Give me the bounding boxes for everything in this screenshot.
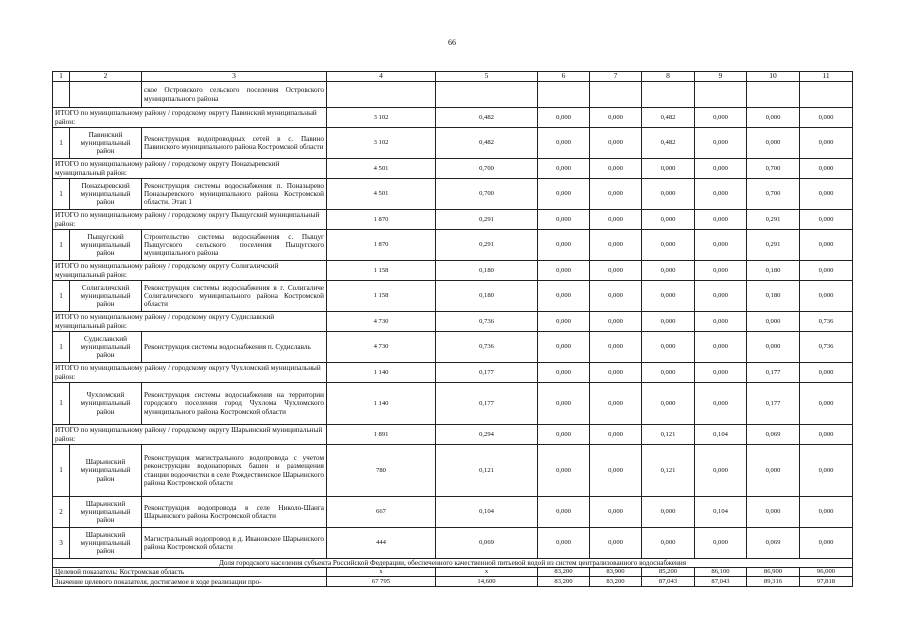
- value-cell: 0,291: [747, 210, 800, 230]
- value-cell: 0,000: [590, 281, 642, 312]
- value-cell: 0,000: [590, 128, 642, 159]
- value-cell: 87,043: [642, 577, 695, 587]
- project-cell: Строительство системы водоснабжения с. Пыщуг Пыщугского сельского поселения Пыщугского муниципального района: [142, 230, 327, 261]
- value-cell: 0,736: [436, 332, 538, 363]
- data-table: [52, 71, 853, 587]
- value-cell: 0,000: [538, 528, 590, 559]
- value-cell: 0,482: [436, 108, 538, 128]
- value-cell: 0,000: [642, 230, 695, 261]
- value-cell: 0,736: [436, 312, 538, 332]
- value-cell: 87,043: [695, 577, 747, 587]
- table-body: [53, 82, 853, 587]
- column-header: 1: [53, 72, 70, 82]
- value-cell: 0,180: [436, 281, 538, 312]
- value-cell: 1 158: [327, 281, 436, 312]
- value-cell: 444: [327, 528, 436, 559]
- value-cell: 1 870: [327, 210, 436, 230]
- district-cell: Шарьинский муниципальный район: [70, 445, 142, 497]
- value-cell: 0,000: [695, 108, 747, 128]
- table-row: [53, 128, 853, 159]
- value-cell: 0,000: [538, 312, 590, 332]
- value-cell: [327, 82, 436, 108]
- value-cell: 0,000: [695, 363, 747, 383]
- value-cell: 0,000: [695, 445, 747, 497]
- value-cell: 4 730: [327, 312, 436, 332]
- row-number: 1: [53, 445, 70, 497]
- total-label: ИТОГО по муниципальному району / городскому округу Шарьинский муниципальный район:: [53, 425, 327, 445]
- value-cell: 0,291: [436, 210, 538, 230]
- value-cell: 0,121: [642, 425, 695, 445]
- value-cell: 0,291: [436, 230, 538, 261]
- value-cell: 0,000: [747, 445, 800, 497]
- table-row: [53, 210, 853, 230]
- value-cell: 0,000: [695, 128, 747, 159]
- value-cell: 0,000: [538, 425, 590, 445]
- table-row: [53, 568, 853, 577]
- value-cell: 0,000: [642, 332, 695, 363]
- value-cell: 0,000: [642, 281, 695, 312]
- table-row: [53, 425, 853, 445]
- table-row: [53, 230, 853, 261]
- value-cell: 780: [327, 445, 436, 497]
- header-row: [53, 72, 853, 82]
- value-cell: 85,200: [642, 568, 695, 577]
- value-cell: 14,600: [436, 577, 538, 587]
- row-number: 1: [53, 128, 70, 159]
- table-row: [53, 363, 853, 383]
- value-cell: 0,000: [800, 230, 853, 261]
- value-cell: 0,180: [436, 261, 538, 281]
- row-number: 1: [53, 332, 70, 363]
- value-cell: 0,000: [538, 445, 590, 497]
- project-cell: Реконструкция системы водоснабжения в г. Солигаличе Солигаличского муниципального района Костромской области: [142, 281, 327, 312]
- value-cell: 0,000: [642, 261, 695, 281]
- column-header: 4: [327, 72, 436, 82]
- district-cell: Пыщугский муниципальный район: [70, 230, 142, 261]
- table-row: [53, 312, 853, 332]
- value-cell: 86,100: [695, 568, 747, 577]
- column-header: 5: [436, 72, 538, 82]
- table-row: [53, 82, 853, 108]
- row-number: 1: [53, 179, 70, 210]
- value-cell: 0,000: [590, 363, 642, 383]
- value-cell: 0,000: [695, 312, 747, 332]
- value-cell: [642, 82, 695, 108]
- column-header: 2: [70, 72, 142, 82]
- value-cell: 0,000: [642, 363, 695, 383]
- district-cell: Чухломский муниципальный район: [70, 383, 142, 425]
- value-cell: 0,700: [747, 159, 800, 179]
- total-label: ИТОГО по муниципальному району / городскому округу Павинский муниципальный район:: [53, 108, 327, 128]
- value-cell: 0,177: [747, 383, 800, 425]
- row-number: 2: [53, 497, 70, 528]
- project-cell: Реконструкция системы водоснабжения п. Судиславль: [142, 332, 327, 363]
- value-cell: 0,000: [800, 445, 853, 497]
- value-cell: 1 140: [327, 363, 436, 383]
- column-header: 6: [538, 72, 590, 82]
- value-cell: 86,900: [747, 568, 800, 577]
- value-cell: 0,000: [695, 179, 747, 210]
- value-cell: 0,000: [800, 497, 853, 528]
- page-number: 66: [448, 38, 456, 47]
- value-cell: 0,000: [590, 230, 642, 261]
- value-cell: 0,000: [642, 497, 695, 528]
- value-cell: 1 891: [327, 425, 436, 445]
- value-cell: 0,177: [747, 363, 800, 383]
- value-cell: 0,177: [436, 363, 538, 383]
- total-label: Значение целевого показателя, достигаемое в ходе реализации про-: [53, 577, 327, 587]
- district-cell: Солигаличский муниципальный район: [70, 281, 142, 312]
- value-cell: 96,000: [800, 568, 853, 577]
- value-cell: 0,700: [747, 179, 800, 210]
- value-cell: 0,000: [538, 159, 590, 179]
- value-cell: x: [436, 568, 538, 577]
- table-row: [53, 332, 853, 363]
- district-cell: Павинский муниципальный район: [70, 128, 142, 159]
- column-header: 11: [800, 72, 853, 82]
- value-cell: 0,104: [695, 497, 747, 528]
- value-cell: 0,294: [436, 425, 538, 445]
- table-row: [53, 383, 853, 425]
- value-cell: 0,291: [747, 230, 800, 261]
- value-cell: 0,000: [590, 312, 642, 332]
- value-cell: 0,000: [800, 363, 853, 383]
- value-cell: 1 158: [327, 261, 436, 281]
- value-cell: 0,177: [436, 383, 538, 425]
- value-cell: 0,000: [747, 128, 800, 159]
- value-cell: 0,000: [590, 210, 642, 230]
- table-row: [53, 261, 853, 281]
- value-cell: 83,200: [538, 577, 590, 587]
- table-row: [53, 577, 853, 587]
- total-label: ИТОГО по муниципальному району / городскому округу Чухломский муниципальный район:: [53, 363, 327, 383]
- value-cell: 0,000: [538, 179, 590, 210]
- value-cell: 0,000: [695, 281, 747, 312]
- value-cell: 0,700: [436, 159, 538, 179]
- value-cell: 0,000: [695, 528, 747, 559]
- value-cell: 0,000: [695, 383, 747, 425]
- value-cell: 0,000: [800, 108, 853, 128]
- value-cell: 0,121: [436, 445, 538, 497]
- row-number: 1: [53, 383, 70, 425]
- value-cell: 0,000: [590, 425, 642, 445]
- district-cell: Шарьинский муниципальный район: [70, 528, 142, 559]
- table-row: [53, 445, 853, 497]
- value-cell: 0,000: [538, 363, 590, 383]
- row-number: 1: [53, 281, 70, 312]
- value-cell: [800, 82, 853, 108]
- project-cell: Магистральный водопровод в д. Ивановское Шарьинского района Костромской области: [142, 528, 327, 559]
- value-cell: 0,000: [800, 210, 853, 230]
- value-cell: 0,104: [695, 425, 747, 445]
- value-cell: 0,000: [747, 497, 800, 528]
- value-cell: 0,000: [538, 281, 590, 312]
- value-cell: 0,000: [800, 128, 853, 159]
- column-header: 10: [747, 72, 800, 82]
- value-cell: 0,000: [590, 528, 642, 559]
- total-label: Целевой показатель: Костромская область: [53, 568, 327, 577]
- project-cell: Реконструкция магистрального водопровода с учетом реконструкции водонапорных башен и размещения станции водоочистки в селе Рождественское Шарьинского района Костромской области: [142, 445, 327, 497]
- value-cell: 0,000: [538, 383, 590, 425]
- value-cell: 0,000: [642, 179, 695, 210]
- value-cell: 0,000: [800, 383, 853, 425]
- value-cell: 0,000: [800, 261, 853, 281]
- table-row: [53, 559, 853, 568]
- table-row: [53, 179, 853, 210]
- value-cell: 0,000: [695, 159, 747, 179]
- value-cell: 0,000: [642, 528, 695, 559]
- value-cell: 83,900: [590, 568, 642, 577]
- value-cell: 3 102: [327, 128, 436, 159]
- value-cell: 0,482: [436, 128, 538, 159]
- value-cell: 0,000: [800, 425, 853, 445]
- value-cell: 0,000: [800, 159, 853, 179]
- value-cell: 0,700: [436, 179, 538, 210]
- value-cell: 0,000: [538, 332, 590, 363]
- value-cell: 0,482: [642, 128, 695, 159]
- column-header: 8: [642, 72, 695, 82]
- district-cell: Понazыревский муниципальный район: [70, 179, 142, 210]
- value-cell: 0,000: [800, 281, 853, 312]
- value-cell: 0,000: [800, 179, 853, 210]
- value-cell: 0,000: [695, 210, 747, 230]
- value-cell: 0,000: [747, 312, 800, 332]
- value-cell: 67 795: [327, 577, 436, 587]
- value-cell: 0,000: [590, 383, 642, 425]
- value-cell: 1 140: [327, 383, 436, 425]
- total-label: ИТОГО по муниципальному району / городскому округу Судиславский муниципальный район:: [53, 312, 327, 332]
- value-cell: 0,000: [590, 445, 642, 497]
- row-number: 1: [53, 230, 70, 261]
- value-cell: 4 501: [327, 179, 436, 210]
- value-cell: 0,000: [590, 261, 642, 281]
- value-cell: [436, 82, 538, 108]
- row-number: 3: [53, 528, 70, 559]
- value-cell: 0,000: [538, 261, 590, 281]
- value-cell: 0,000: [642, 210, 695, 230]
- value-cell: x: [327, 568, 436, 577]
- table-row: [53, 497, 853, 528]
- value-cell: 0,000: [695, 230, 747, 261]
- value-cell: 0,000: [590, 159, 642, 179]
- value-cell: 0,000: [695, 261, 747, 281]
- value-cell: 0,000: [538, 230, 590, 261]
- value-cell: 0,069: [747, 425, 800, 445]
- value-cell: 0,736: [800, 312, 853, 332]
- value-cell: 0,482: [642, 108, 695, 128]
- value-cell: [590, 82, 642, 108]
- value-cell: 0,736: [800, 332, 853, 363]
- value-cell: 0,000: [538, 497, 590, 528]
- project-cell: Реконструкция водопровода в селе Николо-Шанга Шарьинского района Костромской области: [142, 497, 327, 528]
- value-cell: [747, 82, 800, 108]
- value-cell: 0,069: [436, 528, 538, 559]
- district-cell: Шарьинский муниципальный район: [70, 497, 142, 528]
- value-cell: 89,316: [747, 577, 800, 587]
- total-label: ИТОГО по муниципальному району / городскому округу Солигаличский муниципальный район:: [53, 261, 327, 281]
- project-cell: Реконструкция водопроводных сетей в с. Павино Павинского муниципального района Костромской области: [142, 128, 327, 159]
- value-cell: 0,069: [747, 528, 800, 559]
- value-cell: 0,000: [538, 128, 590, 159]
- table-row: [53, 159, 853, 179]
- value-cell: 0,000: [590, 497, 642, 528]
- table-row: [53, 108, 853, 128]
- value-cell: 0,000: [538, 210, 590, 230]
- value-cell: 0,000: [590, 179, 642, 210]
- value-cell: 1 870: [327, 230, 436, 261]
- value-cell: 3 102: [327, 108, 436, 128]
- value-cell: 0,104: [436, 497, 538, 528]
- district-cell: Судиславский муниципальный район: [70, 332, 142, 363]
- value-cell: [695, 82, 747, 108]
- value-cell: 0,000: [695, 332, 747, 363]
- column-header: 3: [142, 72, 327, 82]
- value-cell: 83,200: [590, 577, 642, 587]
- table-row: [53, 281, 853, 312]
- value-cell: 0,180: [747, 281, 800, 312]
- total-label: ИТОГО по муниципальному району / городскому округу Понazыревский муниципальный район:: [53, 159, 327, 179]
- column-header: 7: [590, 72, 642, 82]
- value-cell: 4 501: [327, 159, 436, 179]
- value-cell: 0,000: [590, 332, 642, 363]
- column-header: 9: [695, 72, 747, 82]
- value-cell: 0,000: [642, 383, 695, 425]
- project-cell: Реконструкция системы водоснабжения п. Поназырево Поназыревского муниципального района Костромской области. Этап 1: [142, 179, 327, 210]
- row-number: [53, 82, 70, 108]
- section-heading: Доля городского населения субъекта Российской Федерации, обеспеченного качественной питьевой водой из систем централизованного водоснабжения: [53, 559, 853, 568]
- project-cell: Реконструкция системы водоснабжения на территории городского поселения город Чухлома Чухломского муниципального района Костромской области: [142, 383, 327, 425]
- value-cell: 0,000: [590, 108, 642, 128]
- value-cell: 0,000: [642, 159, 695, 179]
- value-cell: [538, 82, 590, 108]
- table-row: [53, 528, 853, 559]
- value-cell: 0,000: [747, 108, 800, 128]
- value-cell: 0,180: [747, 261, 800, 281]
- value-cell: 97,818: [800, 577, 853, 587]
- value-cell: 0,000: [747, 332, 800, 363]
- value-cell: 0,000: [642, 312, 695, 332]
- total-label: ИТОГО по муниципальному району / городскому округу Пыщугский муниципальный район:: [53, 210, 327, 230]
- value-cell: 667: [327, 497, 436, 528]
- value-cell: 0,000: [800, 528, 853, 559]
- value-cell: 4 730: [327, 332, 436, 363]
- value-cell: 83,200: [538, 568, 590, 577]
- value-cell: 0,121: [642, 445, 695, 497]
- district-cell: [70, 82, 142, 108]
- project-cell: ское Островского сельского поселения Островского муниципального района: [142, 82, 327, 108]
- value-cell: 0,000: [538, 108, 590, 128]
